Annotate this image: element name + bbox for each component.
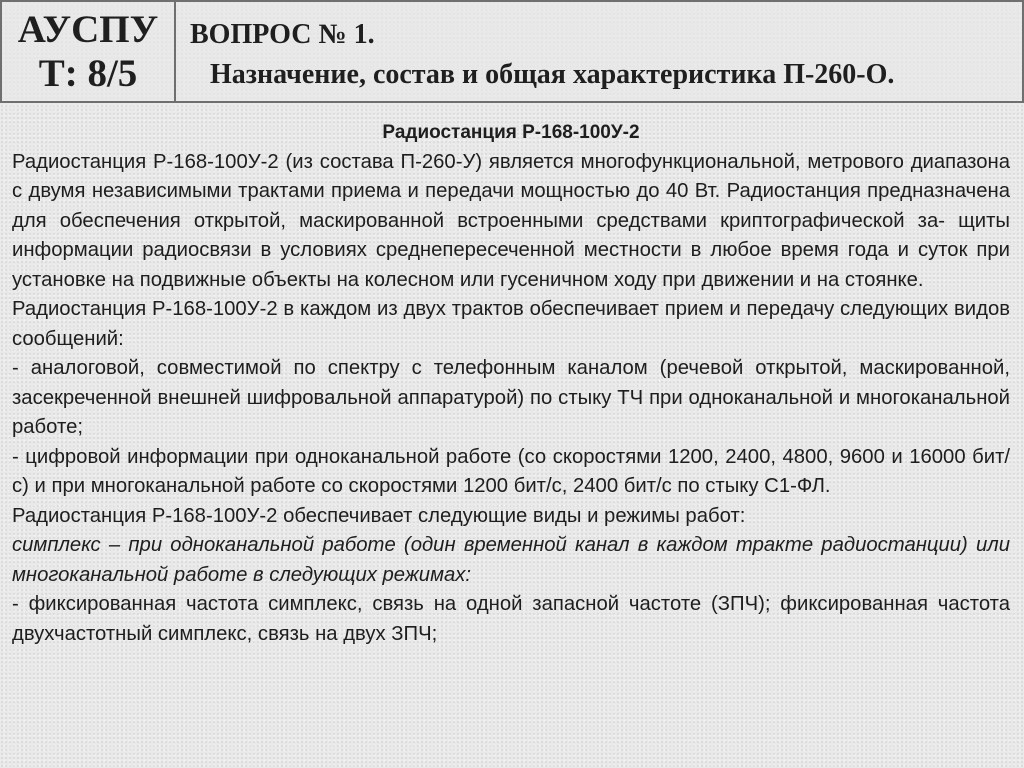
paragraph-intro: Радиостанция Р-168-100У-2 (из состава П-260-У) является многофункциональной, метрового диапазона с двумя независимыми трактами приема и передачи мощностью до 40 Вт. Радиостанция предназначена для обеспечения открытой, маскированной встроенными средствами криптографической за- щиты информации радиосвязи в условиях среднепересеченной местности в любое время года и суток при установке на подвижные объекты на колесном или гусеничном ходу при движении и на стоянке. — [12, 150, 1010, 291]
question-box — [176, 2, 1022, 101]
slide-body — [12, 118, 1010, 649]
slide-header — [0, 0, 1024, 103]
question-number: ВОПРОС № 1. — [190, 19, 375, 50]
list-item-analog: - аналоговой, совместимой по спектру с телефонным каналом (речевой открытой, маскированной, засекреченной внешней шифровальной аппаратурой) по стыку ТЧ при одноканальной и многоканальной работе; — [12, 357, 1010, 438]
question-title: Назначение, состав и общая характеристика П-260-О. — [210, 59, 895, 90]
course-code: АУСПУ — [17, 7, 159, 51]
course-code-box — [2, 2, 176, 101]
list-item-fixed-frequency: - фиксированная частота симплекс, связь на одной запасной частоте (ЗПЧ); фиксированная частота двухчастотный симплекс, связь на двух ЗПЧ; — [12, 593, 1010, 645]
list-item-digital: - цифровой информации при одноканальной работе (со скоростями 1200, 2400, 4800, 9600 и 16000 бит/с) и при многоканальной работе со скоростями 1200 бит/с, 2400 бит/с по стыку С1-ФЛ. — [12, 445, 1010, 497]
paragraph-message-types: Радиостанция Р-168-100У-2 в каждом из двух трактов обеспечивает прием и передачу следующих видов сообщений: — [12, 298, 1010, 350]
topic-number: Т: 8/5 — [38, 51, 138, 95]
section-title: Радиостанция Р-168-100У-2 — [382, 122, 640, 143]
paragraph-modes: Радиостанция Р-168-100У-2 обеспечивает следующие виды и режимы работ: — [12, 504, 746, 527]
paragraph-simplex: симплекс – при одноканальной работе (один временной канал в каждом тракте радиостанции) или многоканальной работе в следующих режимах: — [12, 534, 1010, 586]
